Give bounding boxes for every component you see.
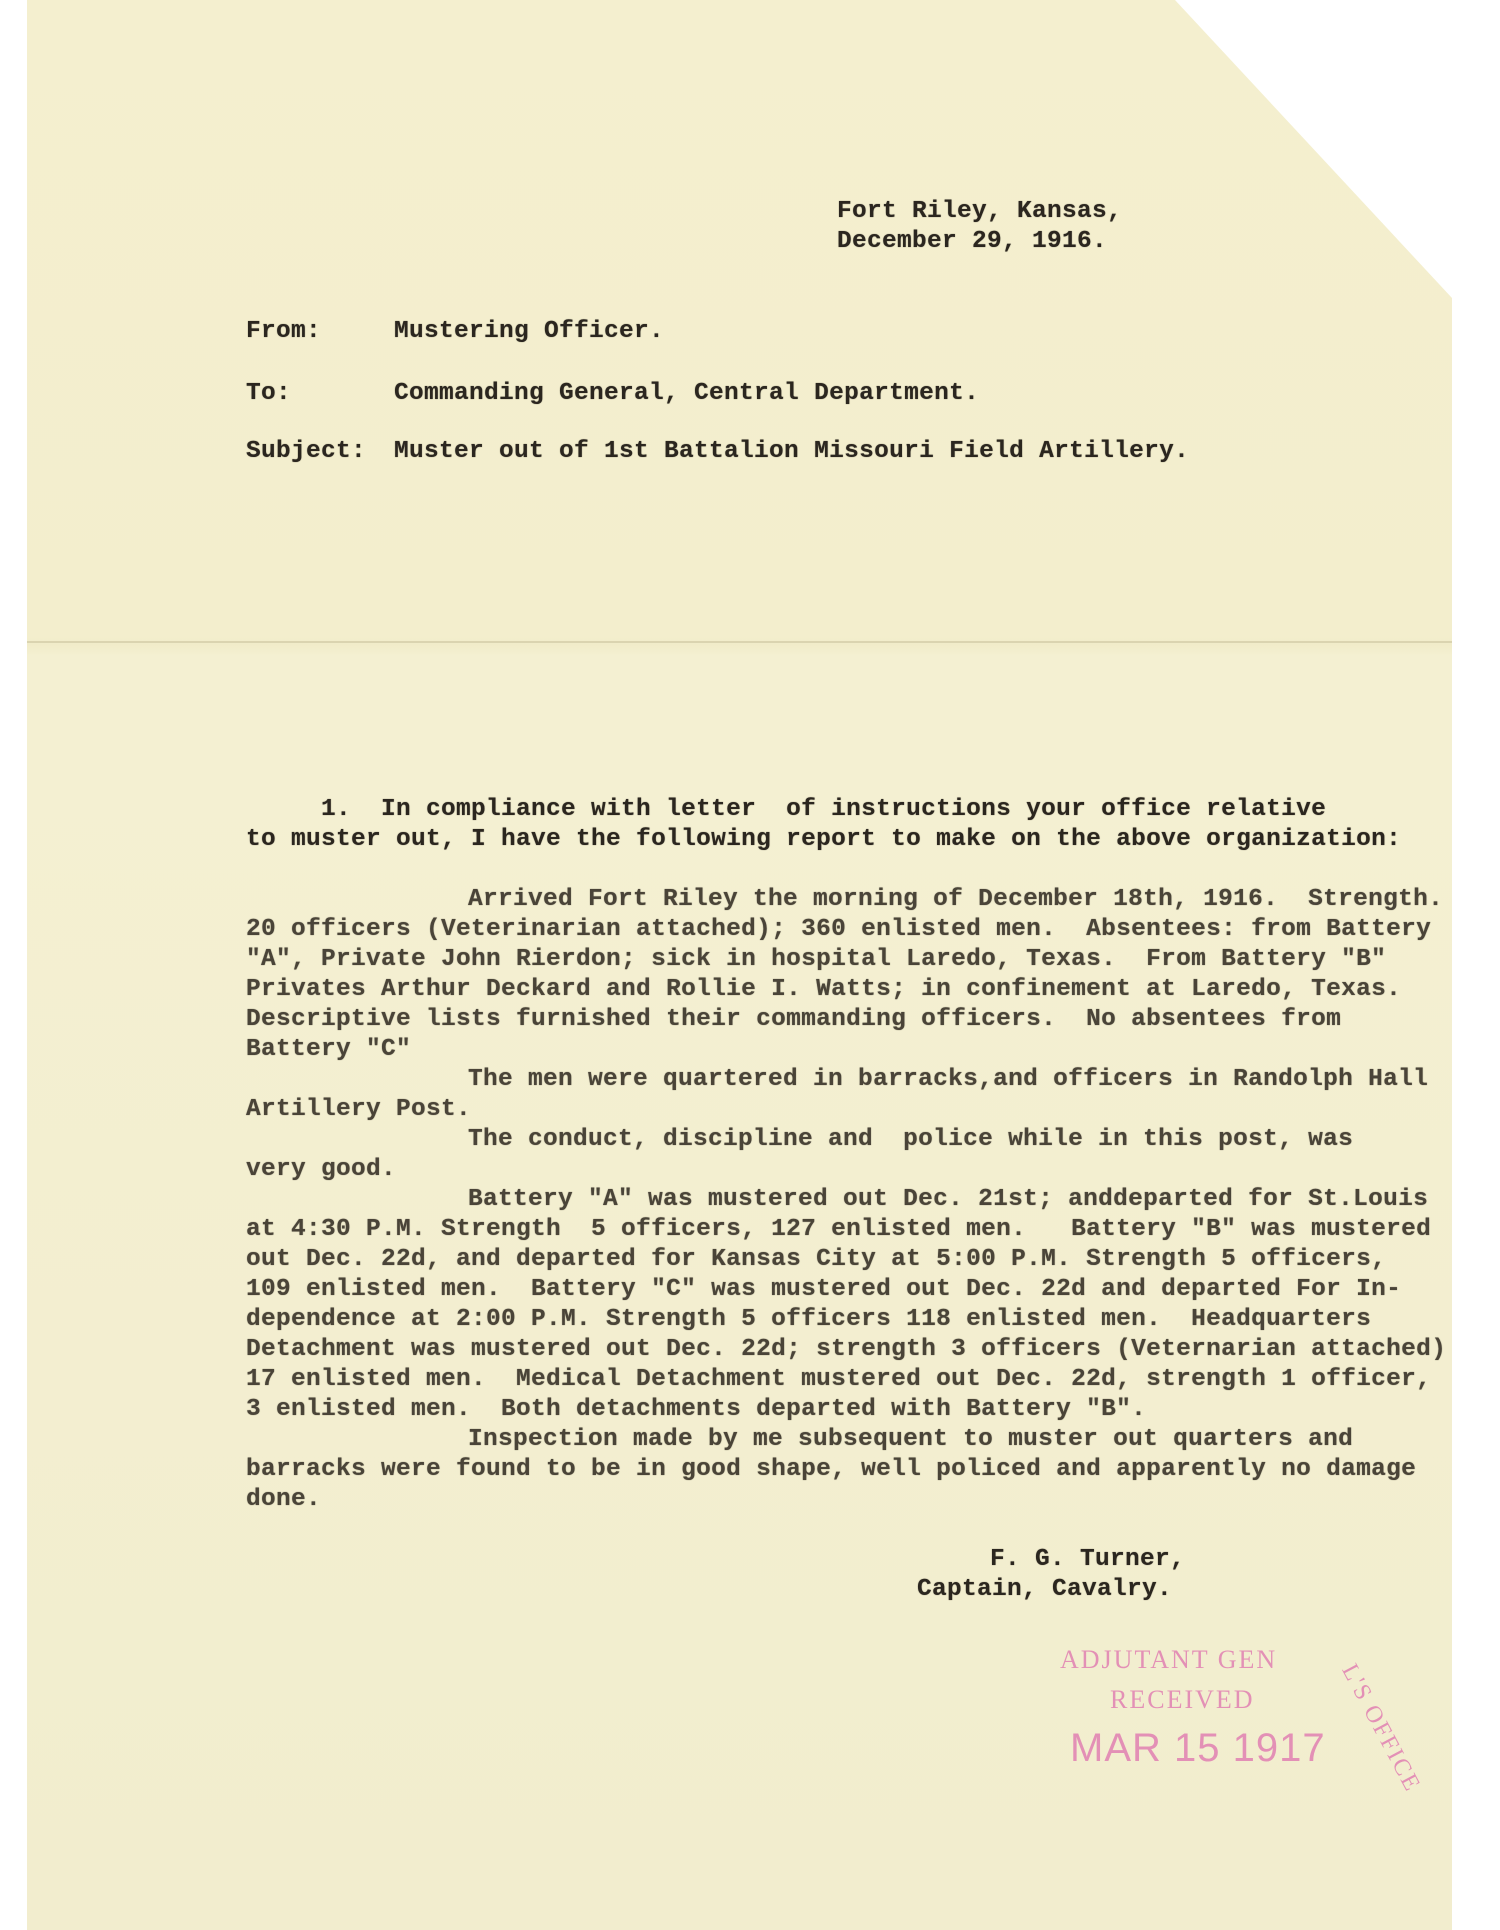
text-line: out Dec. 22d, and departed for Kansas City at 5:00 P.M. Strength 5 officers, (246, 1246, 1387, 1273)
text-line: Arrived Fort Riley the morning of December 18th, 1916. Strength. (468, 886, 1444, 913)
text-line: The men were quartered in barracks,and officers in Randolph Hall (468, 1066, 1429, 1093)
text-line: to muster out, I have the following report to make on the above organization: (246, 826, 1402, 853)
letter-place: Fort Riley, Kansas, (837, 198, 1123, 225)
text-line: 1. In compliance with letter of instructions your office relative (246, 796, 1327, 823)
text-line: Artillery Post. (246, 1096, 472, 1123)
text-line: Detachment was mustered out Dec. 22d; strength 3 officers (Veternarian attached) (246, 1336, 1447, 1363)
text-line: Inspection made by me subsequent to muster out quarters and (468, 1426, 1354, 1453)
stamp-arc-top: ADJUTANT GEN (1060, 1645, 1278, 1674)
subject-label: Subject: (246, 438, 367, 465)
from-label: From: (246, 318, 322, 345)
text-line: barracks were found to be in good shape, well policed and apparently no damage (246, 1456, 1417, 1483)
text-line: 17 enlisted men. Medical Detachment mustered out Dec. 22d, strength 1 officer, (246, 1366, 1432, 1393)
stamp-date: MAR 15 1917 (1070, 1726, 1326, 1770)
subject-value: Muster out of 1st Battalion Missouri Field Artillery. (394, 438, 1190, 465)
text-line: The conduct, discipline and police while in this post, was (468, 1126, 1354, 1153)
text-line: 109 enlisted men. Battery "C" was mustered out Dec. 22d and departed For In- (246, 1276, 1402, 1303)
signature-title: Captain, Cavalry. (917, 1576, 1173, 1603)
stamp-arc-right: L'S OFFICE (1336, 1659, 1426, 1797)
text-line: 20 officers (Veterinarian attached); 360 enlisted men. Absentees: from Battery (246, 916, 1432, 943)
signature-name: F. G. Turner, (990, 1546, 1186, 1573)
text-line: done. (246, 1486, 322, 1513)
text-line: Privates Arthur Deckard and Rollie I. Watts; in confinement at Laredo, Texas. (246, 976, 1402, 1003)
text-line: Battery "A" was mustered out Dec. 21st; anddeparted for St.Louis (468, 1186, 1429, 1213)
fold-crease (27, 641, 1452, 643)
intro-paragraph (246, 795, 1401, 855)
report-body (246, 885, 1446, 1515)
to-label: To: (246, 380, 292, 407)
letter-date: December 29, 1916. (837, 228, 1108, 255)
text-line: very good. (246, 1156, 397, 1183)
text-line: "A", Private John Rierdon; sick in hospital Laredo, Texas. From Battery "B" (246, 946, 1387, 973)
text-line: dependence at 2:00 P.M. Strength 5 officers 118 enlisted men. Headquarters (246, 1306, 1372, 1333)
text-line: Descriptive lists furnished their commanding officers. No absentees from (246, 1006, 1342, 1033)
received-stamp (1040, 1645, 1440, 1845)
text-line: 3 enlisted men. Both detachments departed with Battery "B". (246, 1396, 1147, 1423)
from-value: Mustering Officer. (394, 318, 665, 345)
text-line: Battery "C" (246, 1036, 412, 1063)
stamp-received: RECEIVED (1110, 1685, 1255, 1714)
text-line: at 4:30 P.M. Strength 5 officers, 127 enlisted men. Battery "B" was mustered (246, 1216, 1432, 1243)
to-value: Commanding General, Central Department. (394, 380, 980, 407)
